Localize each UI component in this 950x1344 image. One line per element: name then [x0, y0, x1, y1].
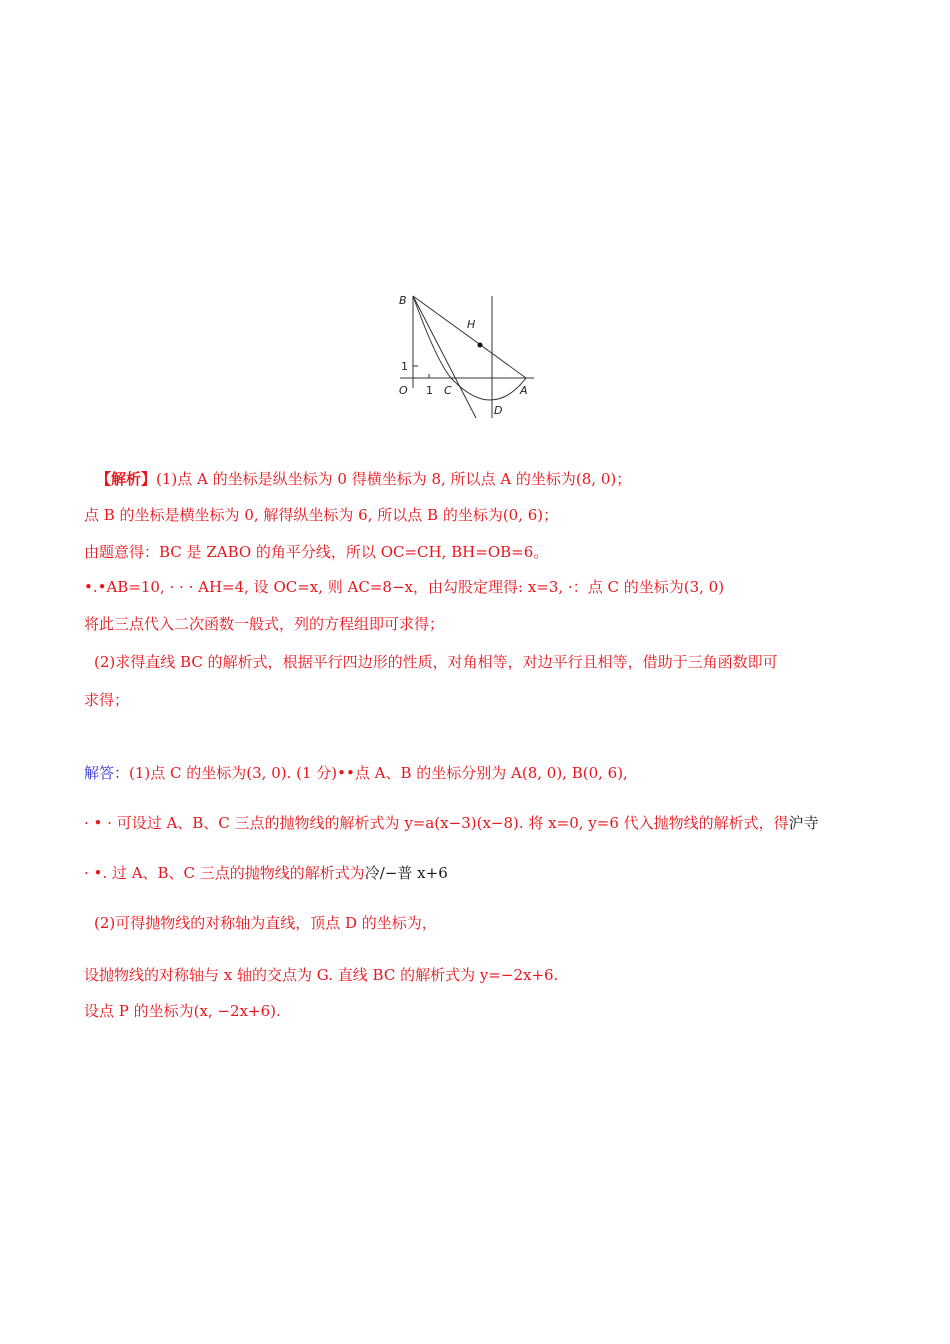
solution-line-5: 设抛物线的对称轴与 x 轴的交点为 G. 直线 BC 的解析式为 y=−2x+6. [84, 966, 559, 984]
solution-tag: 解答： [84, 764, 130, 782]
solution-line-6: 设点 P 的坐标为(x, −2x+6). [84, 1002, 281, 1020]
geometry-figure [396, 290, 536, 420]
solution-line-4: (2)可得抛物线的对称轴为直线，顶点 D 的坐标为， [94, 914, 437, 932]
label-o: O [399, 384, 408, 397]
analysis-line-4: •.•AB=10, · · · AH=4, 设 OC=x, 则 AC=8−x，由勾股定理得: x=3, ·：点 C 的坐标为(3, 0) [84, 578, 725, 596]
analysis-line-7: 求得； [84, 691, 130, 709]
analysis-text-1: (1)点 A 的坐标是纵坐标为 0 得横坐标为 8, 所以点 A 的坐标为(8, 0)； [156, 470, 632, 488]
label-h: H [467, 318, 476, 331]
label-d: D [494, 404, 503, 417]
line-ba [413, 296, 526, 378]
solution-text-1: (1)点 C 的坐标为(3, 0). (1 分)••点 A、B 的坐标分别为 A(8, 0), B(0, 6), [129, 764, 628, 782]
analysis-tag: 【解析】 [96, 470, 157, 488]
analysis-line-2: 点 B 的坐标是横坐标为 0, 解得纵坐标为 6, 所以点 B 的坐标为(0, 6)； [84, 506, 559, 524]
analysis-line-5: 将此三点代入二次函数一般式，列的方程组即可求得； [84, 615, 445, 633]
solution-text-2: · • · 可设过 A、B、C 三点的抛物线的解析式为 y=a(x−3)(x−8). 将 x=0, y=6 代入抛物线的解析式，得 [84, 814, 789, 832]
line-bc [413, 296, 476, 418]
label-c: C [444, 384, 452, 397]
solution-text-3: · •. 过 A、B、C 三点的抛物线的解析式为 [84, 864, 365, 882]
label-one-x: 1 [426, 384, 433, 397]
point-h [478, 343, 483, 348]
solution-text-2-black: 沪寺 [788, 814, 819, 832]
label-one-y: 1 [401, 360, 408, 373]
solution-line-3 [84, 862, 890, 884]
analysis-line-1 [96, 468, 890, 490]
label-a: A [520, 384, 528, 397]
parabola-diagram [396, 290, 536, 420]
solution-line-1 [84, 762, 890, 784]
solution-text-3-black: 冷/−普 x+6 [364, 864, 448, 882]
analysis-line-6: (2)求得直线 BC 的解析式，根据平行四边形的性质，对角相等，对边平行且相等，借助于三角函数即可 [94, 653, 778, 671]
label-b: B [399, 294, 407, 307]
solution-line-2 [84, 812, 890, 834]
analysis-line-3: 由题意得：BC 是 ZABO 的角平分线，所以 OC=CH, BH=OB=6。 [84, 543, 549, 561]
